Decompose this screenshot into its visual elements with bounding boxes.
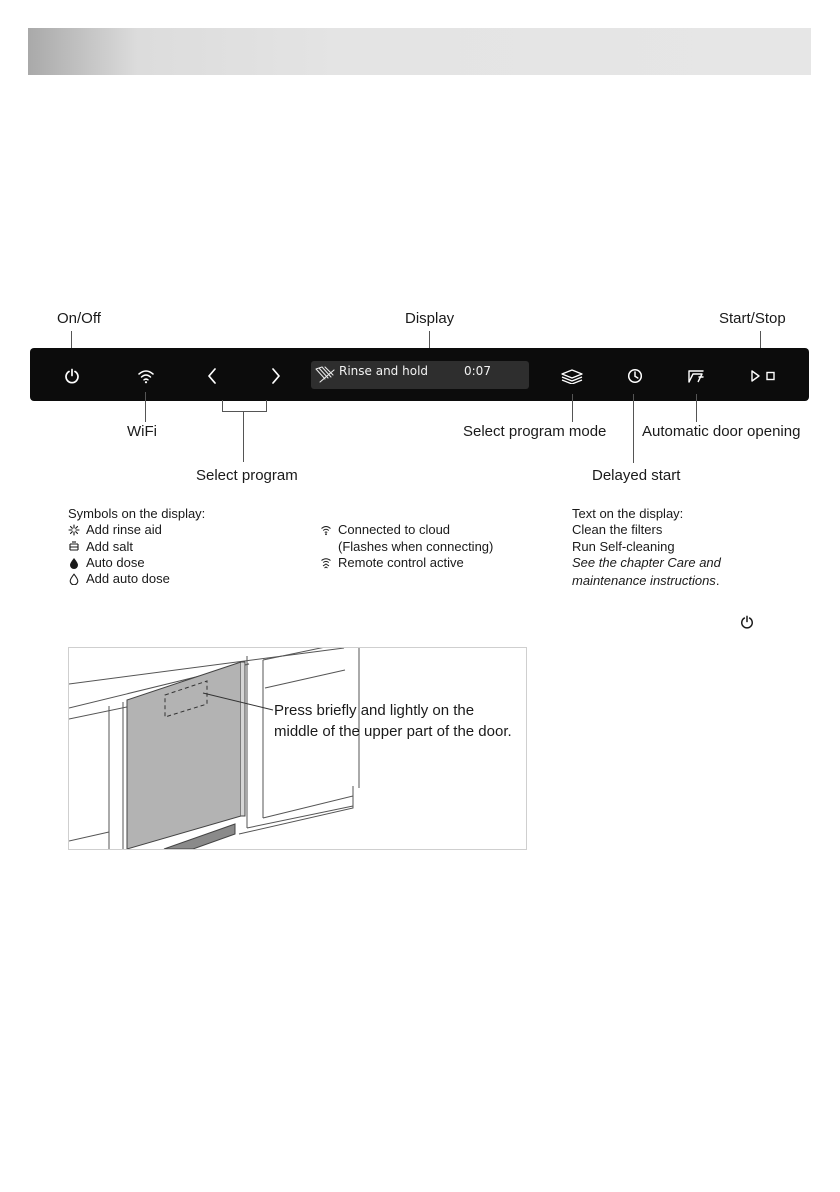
symbol-row-salt <box>68 539 133 555</box>
label-start-stop: Start/Stop <box>719 310 786 327</box>
program-display <box>311 361 529 389</box>
symbol-label-flashes: (Flashes when connecting) <box>338 539 494 554</box>
salt-icon <box>68 541 80 553</box>
display-text-line4: maintenance instructions <box>572 573 716 588</box>
rinse-hold-icon <box>314 365 336 385</box>
symbol-label-remote: Remote control active <box>338 555 464 570</box>
symbol-row-add-auto-dose <box>68 571 170 587</box>
door-illustration <box>68 647 527 850</box>
symbol-label-connected: Connected to cloud <box>338 522 451 537</box>
display-text-title: Text on the display: <box>572 506 684 521</box>
display-text-line2: Run Self-cleaning <box>572 539 675 554</box>
automatic-door-button[interactable] <box>684 365 708 387</box>
leader-line-wifi <box>145 392 146 422</box>
symbol-label-add-auto-dose: Add auto dose <box>86 571 170 586</box>
rinse-aid-icon <box>68 524 80 536</box>
label-select-program: Select program <box>196 467 298 484</box>
display-program-name: Rinse and hold <box>339 364 429 378</box>
label-automatic-door-opening: Automatic door opening <box>642 423 801 440</box>
program-mode-button[interactable] <box>558 365 586 387</box>
delayed-start-button[interactable] <box>624 365 646 387</box>
symbol-label-auto-dose: Auto dose <box>86 555 145 570</box>
label-on-off: On/Off <box>57 310 101 327</box>
power-button[interactable] <box>60 365 84 387</box>
wifi-icon <box>137 368 155 384</box>
bracket-bottom <box>222 411 267 412</box>
label-select-program-mode: Select program mode <box>463 423 607 440</box>
wifi-small-icon <box>320 524 332 536</box>
display-text-line4-wrap <box>572 573 719 589</box>
previous-program-button[interactable] <box>202 365 222 387</box>
start-stop-button[interactable] <box>744 365 780 387</box>
symbol-label-rinse-aid: Add rinse aid <box>86 522 162 537</box>
wifi-button[interactable] <box>134 365 158 387</box>
leader-line-program-mode <box>572 394 573 422</box>
next-program-button[interactable] <box>266 365 286 387</box>
symbol-row-remote <box>320 555 464 571</box>
chevron-left-icon <box>206 367 218 385</box>
drop-outline-icon <box>68 573 80 585</box>
leader-line-select-program <box>243 411 244 462</box>
play-stop-icon <box>746 368 778 384</box>
section-header-bar <box>28 28 811 75</box>
power-icon-inline <box>740 615 754 634</box>
leader-line-door-opening <box>696 394 697 422</box>
display-text-line4-suffix: . <box>715 573 720 588</box>
leader-line-delayed-start <box>633 394 634 463</box>
symbols-title: Symbols on the display: <box>68 506 206 521</box>
symbol-row-auto-dose <box>68 555 145 571</box>
symbol-row-connected <box>320 522 450 538</box>
symbol-row-rinse-aid <box>68 522 162 538</box>
display-time: 0:07 <box>464 364 491 378</box>
door-callout-text: Press briefly and lightly on the middle of the upper part of the door. <box>274 702 512 740</box>
clock-icon <box>627 368 643 384</box>
symbol-row-flashes <box>320 539 493 555</box>
label-display: Display <box>405 310 455 327</box>
label-delayed-start: Delayed start <box>592 467 681 484</box>
symbol-label-salt: Add salt <box>86 539 133 554</box>
chevron-right-icon <box>270 367 282 385</box>
drop-filled-icon <box>68 557 80 569</box>
remote-icon <box>320 557 332 569</box>
label-wifi: WiFi <box>127 423 157 440</box>
program-mode-icon <box>560 368 584 384</box>
dishwasher-illustration <box>69 648 526 849</box>
display-text-line1: Clean the filters <box>572 522 663 537</box>
door-open-icon <box>686 368 706 384</box>
display-text-line3: See the chapter Care and <box>572 555 721 570</box>
power-icon <box>64 368 80 384</box>
